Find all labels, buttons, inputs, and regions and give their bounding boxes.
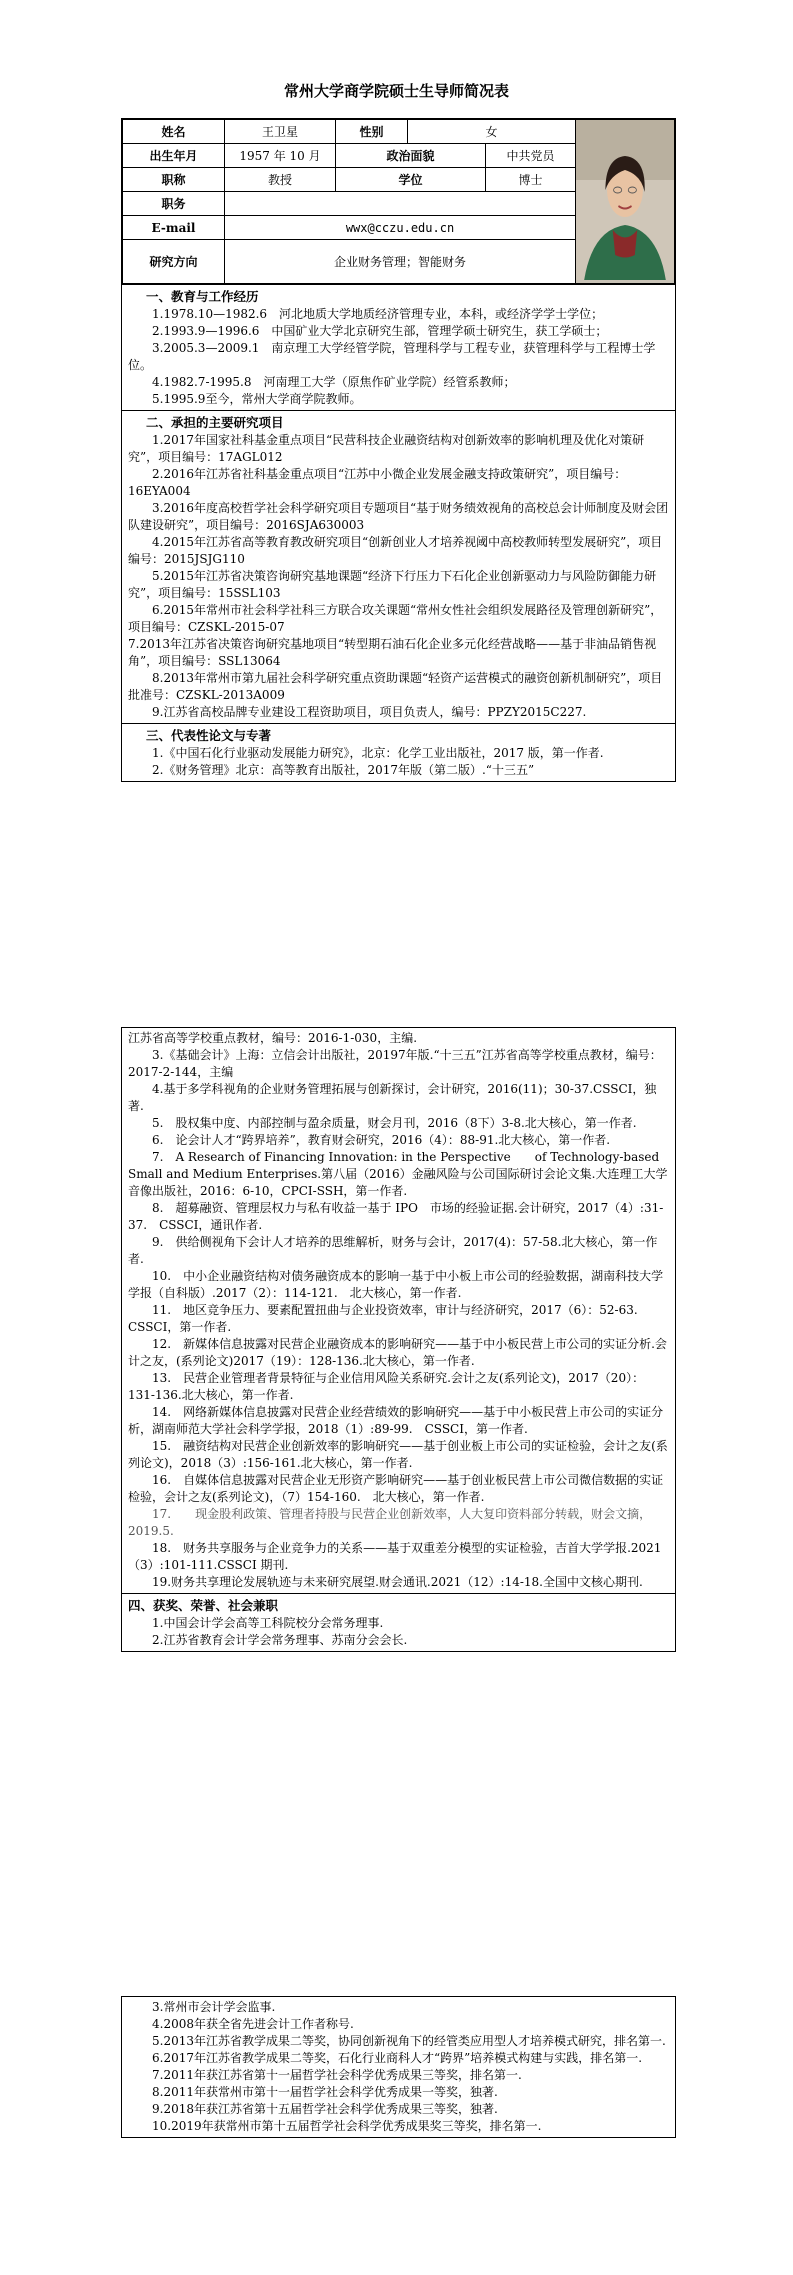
profile-table-block	[121, 118, 676, 782]
education-item: 4.1982.7-1995.8 河南理工大学（原焦作矿业学院）经管系教师；	[152, 375, 516, 389]
award-item: 2.江苏省教育会计学会常务理事、苏南分会会长.	[152, 1633, 408, 1647]
email-value: wwx@cczu.edu.cn	[225, 216, 576, 240]
paper-item: 17. 现金股利政策、管理者持股与民营企业创新效率，人大复印资料部分转载，财会文摘，2019.5.	[128, 1507, 652, 1538]
paper-item: 4.基于多学科视角的企业财务管理拓展与创新探讨，会计研究，2016(11)；30-37.CSSCI，独著.	[128, 1082, 657, 1113]
paper-item: 8. 超募融资、管理层权力与私有收益一基于 IPO 市场的经验证据.会计研究，2017（4）:31-37. CSSCI，通讯作者.	[128, 1201, 664, 1232]
page-title: 常州大学商学院硕士生导师简况表	[283, 82, 509, 100]
political-label: 政治面貌	[336, 144, 486, 168]
position-value	[225, 192, 576, 216]
education-section	[122, 284, 675, 410]
award-item: 10.2019年获常州市第十五届哲学社会科学优秀成果奖三等奖，排名第一.	[152, 2119, 542, 2133]
paper-item: 10. 中小企业融资结构对债务融资成本的影响一基于中小板上市公司的经验数据，湖南科技大学学报（自科版）.2017（2）：114-121. 北大核心，第一作者.	[128, 1269, 664, 1300]
education-item: 1.1978.10—1982.6 河北地质大学地质经济管理专业，本科，或经济学学士学位；	[152, 307, 604, 321]
paper-item: 11. 地区竞争压力、要素配置扭曲与企业投资效率，审计与经济研究，2017（6）：52-63. CSSCI，第一作者.	[128, 1303, 650, 1334]
education-item: 3.2005.3—2009.1 南京理工大学经管学院，管理科学与工程专业，获管理科学与工程博士学位。	[128, 341, 656, 372]
papers-section-part2	[122, 1028, 675, 1593]
name-label: 姓名	[123, 120, 225, 144]
email-label: E-mail	[123, 216, 225, 240]
education-item: 2.1993.9—1996.6 中国矿业大学北京研究生部，管理学硕士研究生，获工学硕士；	[152, 324, 608, 338]
paper-item: 1.《中国石化行业驱动发展能力研究》，北京：化学工业出版社，2017 版，第一作者.	[152, 746, 604, 760]
portrait-image	[576, 120, 674, 280]
award-item: 3.常州市会计学会监事.	[152, 2000, 276, 2014]
gender-label: 性别	[336, 120, 408, 144]
paper-item: 12. 新媒体信息披露对民营企业融资成本的影响研究——基于中小板民营上市公司的实证分析.会计之友，(系列论文)2017（19）：128-136.北大核心，第一作者.	[128, 1337, 667, 1368]
projects-heading: 二、承担的主要研究项目	[146, 415, 284, 430]
paper-item: 19.财务共享理论发展轨迹与未来研究展望.财会通讯.2021（12）:14-18.全国中文核心期刊.	[152, 1575, 643, 1589]
project-item: 5.2015年江苏省决策咨询研究基地课题“经济下行压力下石化企业创新驱动力与风险防御能力研究”，项目编号：15SSL103	[128, 569, 657, 600]
birth-label: 出生年月	[123, 144, 225, 168]
paper-item: 14. 网络新媒体信息披露对民营企业经营绩效的影响研究——基于中小板民营上市公司的实证分析，湖南师范大学社会科学学报，2018（1）:89-99. CSSCI，第一作者.	[128, 1405, 664, 1436]
papers-section-part1	[122, 723, 675, 781]
award-item: 5.2013年江苏省教学成果二等奖，协同创新视角下的经管类应用型人才培养模式研究，排名第一.	[152, 2034, 666, 2048]
research-value: 企业财务管理；智能财务	[225, 240, 576, 284]
awards-section-part1	[122, 1593, 675, 1651]
research-label: 研究方向	[123, 240, 225, 284]
award-item: 8.2011年获常州市第十一届哲学社会科学优秀成果一等奖，独著.	[152, 2085, 498, 2099]
papers-heading: 三、代表性论文与专著	[146, 728, 272, 743]
paper-item: 16. 自媒体信息披露对民营企业无形资产影响研究——基于创业板民营上市公司微信数据的实证检验，会计之友(系列论文)，（7）154-160. 北大核心，第一作者.	[128, 1473, 664, 1504]
projects-section	[122, 410, 675, 723]
paper-item: 18. 财务共享服务与企业竞争力的关系——基于双重差分模型的实证检验，吉首大学学报.2021（3）:101-111.CSSCI 期刊.	[128, 1541, 662, 1572]
project-item: 6.2015年常州市社会科学社科三方联合攻关课题“常州女性社会组织发展路径及管理创新研究”，项目编号：CZSKL-2015-07	[128, 603, 663, 634]
title-value: 教授	[225, 168, 336, 192]
paper-item: 13. 民营企业管理者背景特征与企业信用风险关系研究.会计之友(系列论文)，2017（20）：131-136.北大核心，第一作者.	[128, 1371, 645, 1402]
papers-block-page2	[121, 1027, 676, 1652]
project-item: 1.2017年国家社科基金重点项目“民营科技企业融资结构对创新效率的影响机理及优化对策研究”，项目编号：17AGL012	[128, 433, 645, 464]
position-label: 职务	[123, 192, 225, 216]
paper-item: 2.《财务管理》北京：高等教育出版社，2017年版（第二版）.“十三五”	[152, 763, 535, 777]
degree-value: 博士	[486, 168, 576, 192]
paper-item: 3.《基础会计》上海：立信会计出版社，20197年版.“十三五”江苏省高等学校重点教材，编号：2017-2-144，主编	[128, 1048, 662, 1079]
project-item: 4.2015年江苏省高等教育教改研究项目“创新创业人才培养视阈中高校教师转型发展研究”，项目编号：2015JSJG110	[128, 535, 663, 566]
award-item: 1.中国会计学会高等工科院校分会常务理事.	[152, 1616, 384, 1630]
project-item: 3.2016年度高校哲学社会科学研究项目专题项目“基于财务绩效视角的高校总会计师制度及财会团队建设研究”，项目编号：2016SJA630003	[128, 501, 669, 532]
project-item: 9.江苏省高校品牌专业建设工程资助项目，项目负责人，编号：PPZY2015C227.	[152, 705, 587, 719]
birth-value: 1957 年 10 月	[225, 144, 336, 168]
profile-info-table	[122, 119, 675, 284]
paper-item: 江苏省高等学校重点教材，编号：2016-1-030，主编.	[128, 1031, 418, 1045]
awards-section-part2	[122, 1997, 675, 2137]
award-item: 7.2011年获江苏省第十一届哲学社会科学优秀成果三等奖，排名第一.	[152, 2068, 522, 2082]
project-item: 2.2016年江苏省社科基金重点项目“江苏中小微企业发展金融支持政策研究”，项目编号：16EYA004	[128, 467, 627, 498]
title-label: 职称	[123, 168, 225, 192]
paper-item: 7. A Research of Financing Innovation: in the Perspective of Technology-based Small and Medium Enterprises.第八届（2016）金融风险与公司国际研讨会论文集.大连理工大学音像出版社，2016：6-10，CPCI-SSH，第一作者.	[128, 1150, 668, 1198]
paper-item: 15. 融资结构对民营企业创新效率的影响研究——基于创业板上市公司的实证检验，会计之友(系列论文)，2018（3）:156-161.北大核心，第一作者.	[128, 1439, 668, 1470]
portrait-photo	[576, 120, 675, 284]
awards-heading: 四、获奖、荣誉、社会兼职	[128, 1598, 279, 1613]
paper-item: 6. 论会计人才“跨界培养”，教育财会研究，2016（4）：88-91.北大核心，第一作者.	[152, 1133, 611, 1147]
award-item: 9.2018年获江苏省第十五届哲学社会科学优秀成果三等奖，独著.	[152, 2102, 498, 2116]
project-item: 7.2013年江苏省决策咨询研究基地项目“转型期石油石化企业多元化经营战略——基于非油品销售视角”，项目编号：SSL13064	[128, 637, 657, 668]
award-item: 4.2008年获全省先进会计工作者称号.	[152, 2017, 354, 2031]
paper-item: 9. 供给侧视角下会计人才培养的思维解析，财务与会计，2017(4)：57-58.北大核心，第一作者.	[128, 1235, 658, 1266]
paper-item: 5. 股权集中度、内部控制与盈余质量，财会月刊，2016（8下）3-8.北大核心，第一作者.	[152, 1116, 637, 1130]
project-item: 8.2013年常州市第九届社会科学研究重点资助课题“轻资产运营模式的融资创新机制研究”，项目批准号：CZSKL-2013A009	[128, 671, 663, 702]
political-value: 中共党员	[486, 144, 576, 168]
name-value: 王卫星	[225, 120, 336, 144]
gender-value: 女	[408, 120, 576, 144]
degree-label: 学位	[336, 168, 486, 192]
award-item: 6.2017年江苏省教学成果二等奖，石化行业商科人才“跨界”培养模式构建与实践，排名第一.	[152, 2051, 643, 2065]
awards-block-page3	[121, 1996, 676, 2138]
education-item: 5.1995.9至今，常州大学商学院教师。	[152, 392, 362, 406]
education-heading: 一、教育与工作经历	[146, 289, 259, 304]
